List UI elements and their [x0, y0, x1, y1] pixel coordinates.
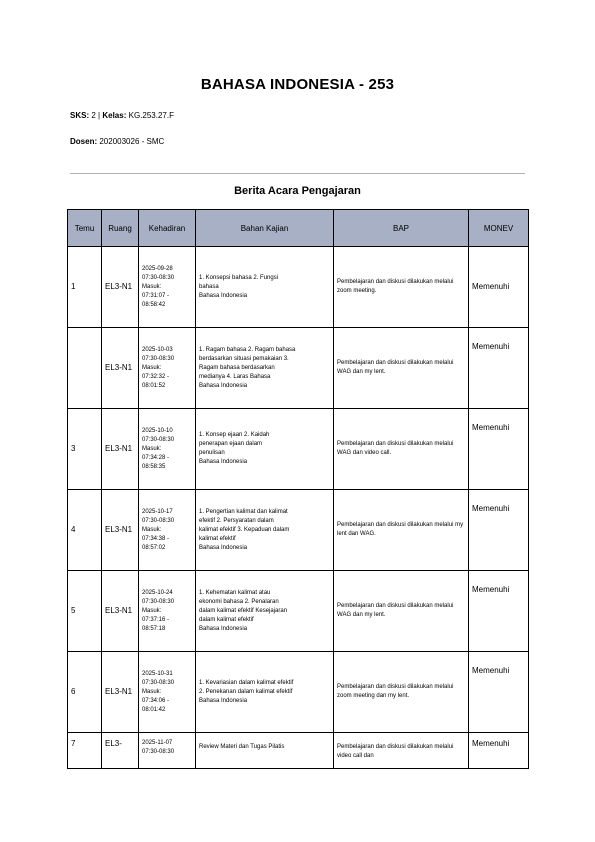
cell-bahan-kajian — [196, 571, 334, 652]
kehadiran-out: 08:01:52 — [142, 382, 166, 389]
kehadiran-time: 07:30-08:30 — [142, 274, 175, 281]
kehadiran-date: 2025-10-17 — [142, 508, 173, 515]
kehadiran-label: Masuk: — [142, 283, 162, 290]
lecturer-meta — [70, 137, 164, 146]
bahan-line: medianya 4. Laras Bahasa — [199, 373, 271, 380]
col-header-monev: MONEV — [469, 210, 529, 247]
kehadiran-time: 07:30-08:30 — [142, 679, 175, 686]
sks-label: SKS: — [70, 111, 90, 120]
cell-temu: 7 — [68, 733, 102, 769]
bahan-line: kalimat efektif 3. Kepaduan dalam — [199, 526, 290, 533]
kehadiran-label: Masuk: — [142, 607, 162, 614]
dosen-value: 202003026 - SMC — [99, 137, 165, 146]
cell-monev: Memenuhi — [469, 409, 529, 490]
kehadiran-time: 07:30-08:30 — [142, 598, 175, 605]
cell-kehadiran — [139, 652, 196, 733]
cell-bap: Pembelajaran dan diskusi dilakukan melalui zoom meeting. — [334, 247, 469, 328]
cell-bahan-kajian — [196, 733, 334, 769]
bahan-line: dalam kalimat efektif Kesejajaran — [199, 607, 288, 614]
dosen-label: Dosen: — [70, 137, 98, 146]
kehadiran-in: 07:34:28 - — [142, 454, 170, 461]
bahan-line: 1. Konsepsi bahasa 2. Fungsi — [199, 274, 279, 281]
kehadiran-time: 07:30-08:30 — [142, 749, 175, 755]
cell-ruang: EL3- — [102, 733, 139, 769]
page-title: BAHASA INDONESIA - 253 — [200, 76, 395, 93]
bahan-line: Bahasa Indonesia — [199, 459, 248, 465]
bahan-line: Review Materi dan Tugas Pilatis — [199, 744, 285, 750]
cell-monev: Memenuhi — [469, 733, 529, 769]
cell-kehadiran — [139, 733, 196, 769]
bahan-line: Bahasa Indonesia — [199, 697, 248, 704]
cell-bap: Pembelajaran dan diskusi dilakukan melalui WAG dan video call. — [334, 409, 469, 490]
bahan-line: penerapan ejaan dalam — [199, 441, 263, 447]
kelas-value: KG.253.27.F — [128, 111, 174, 120]
cell-bahan-kajian — [196, 247, 334, 328]
kehadiran-date: 2025-11-07 — [142, 740, 173, 746]
bahan-line: 2. Penekanan dalam kalimat efektif — [199, 688, 293, 695]
table-row — [68, 652, 529, 733]
divider — [70, 173, 525, 174]
cell-kehadiran — [139, 328, 196, 409]
kehadiran-in: 07:34:38 - — [142, 535, 170, 542]
bap-table — [67, 209, 529, 769]
section-title: Berita Acara Pengajaran — [234, 185, 361, 197]
cell-ruang: EL3-N1 — [102, 490, 139, 571]
col-header-kehadiran: Kehadiran — [139, 210, 196, 247]
bahan-line: 1. Kevariasian dalam kalimat efektif — [199, 679, 294, 686]
table-row — [68, 571, 529, 652]
cell-bap: Pembelajaran dan diskusi dilakukan melalui my lent dan WAG. — [334, 490, 469, 571]
kehadiran-label: Masuk: — [142, 364, 162, 371]
table-row — [68, 328, 529, 409]
kehadiran-time: 07:30-08:30 — [142, 436, 175, 443]
cell-ruang: EL3-N1 — [102, 571, 139, 652]
kehadiran-out: 08:57:02 — [142, 544, 166, 551]
bahan-line: 1. Pengertian kalimat dan kalimat — [199, 508, 288, 515]
cell-ruang: EL3-N1 — [102, 328, 139, 409]
kehadiran-date: 2025-10-03 — [142, 346, 173, 353]
cell-ruang: EL3-N1 — [102, 652, 139, 733]
cell-monev: Memenuhi — [469, 652, 529, 733]
cell-ruang: EL3-N1 — [102, 409, 139, 490]
bahan-line: penulisan — [199, 450, 225, 456]
table-row — [68, 247, 529, 328]
kehadiran-date: 2025-10-10 — [142, 427, 173, 434]
kelas-label: Kelas: — [102, 111, 127, 120]
kehadiran-in: 07:31:07 - — [142, 292, 170, 299]
bahan-line: bahasa — [199, 283, 219, 290]
cell-monev: Memenuhi — [469, 571, 529, 652]
cell-bahan-kajian — [196, 328, 334, 409]
cell-temu: 1 — [68, 247, 102, 328]
kehadiran-label: Masuk: — [142, 445, 162, 452]
kehadiran-time: 07:30-08:30 — [142, 517, 175, 524]
bahan-line: Bahasa Indonesia — [199, 544, 248, 551]
kehadiran-date: 2025-10-24 — [142, 589, 173, 596]
course-meta — [70, 111, 174, 120]
kehadiran-label: Masuk: — [142, 688, 162, 695]
bahan-line: dalam kalimat efektif — [199, 616, 254, 623]
cell-kehadiran — [139, 247, 196, 328]
table-header-row — [68, 210, 529, 247]
col-header-bap: BAP — [334, 210, 469, 247]
bahan-line: efektif 2. Persyaratan dalam — [199, 517, 274, 524]
col-header-ruang: Ruang — [102, 210, 139, 247]
table-row — [68, 733, 529, 769]
bahan-line: Bahasa Indonesia — [199, 382, 248, 389]
cell-bahan-kajian — [196, 490, 334, 571]
cell-bap: Pembelajaran dan diskusi dilakukan melalui WAG dan my lent. — [334, 328, 469, 409]
bahan-line: berdasarkan situasi pemakaian 3. — [199, 355, 289, 362]
cell-monev: Memenuhi — [469, 490, 529, 571]
kehadiran-out: 08:01:42 — [142, 706, 166, 713]
kehadiran-date: 2025-10-31 — [142, 670, 173, 677]
col-header-temu: Temu — [68, 210, 102, 247]
cell-kehadiran — [139, 409, 196, 490]
kehadiran-time: 07:30-08:30 — [142, 355, 175, 362]
kehadiran-out: 08:58:42 — [142, 301, 166, 308]
cell-bap: Pembelajaran dan diskusi dilakukan melalui WAG dan my lent. — [334, 571, 469, 652]
col-header-bahan-kajian: Bahan Kajian — [196, 210, 334, 247]
table-row — [68, 409, 529, 490]
bahan-line: Bahasa Indonesia — [199, 292, 248, 299]
table-row — [68, 490, 529, 571]
cell-monev: Memenuhi — [469, 328, 529, 409]
bahan-line: 1. Konsep ejaan 2. Kaidah — [199, 432, 270, 438]
kehadiran-out: 08:58:35 — [142, 463, 166, 470]
cell-temu: 4 — [68, 490, 102, 571]
kehadiran-in: 07:32:32 - — [142, 373, 170, 380]
cell-temu: 5 — [68, 571, 102, 652]
bahan-line: Ragam bahasa berdasarkan — [199, 364, 275, 371]
cell-temu: 3 — [68, 409, 102, 490]
cell-temu — [68, 328, 102, 409]
kehadiran-label: Masuk: — [142, 526, 162, 533]
cell-temu: 6 — [68, 652, 102, 733]
kehadiran-in: 07:34:06 - — [142, 697, 170, 704]
cell-bap: Pembelajaran dan diskusi dilakukan melalui video call dan — [334, 733, 469, 769]
cell-bahan-kajian — [196, 409, 334, 490]
bahan-line: kalimat efektif — [199, 535, 236, 542]
cell-ruang: EL3-N1 — [102, 247, 139, 328]
bahan-line: Bahasa Indonesia — [199, 625, 248, 632]
kehadiran-out: 08:57:18 — [142, 625, 166, 632]
cell-bap: Pembelajaran dan diskusi dilakukan melalui zoom meeting dan my lent. — [334, 652, 469, 733]
bahan-line: 1. Ragam bahasa 2. Ragam bahasa — [199, 346, 296, 353]
cell-kehadiran — [139, 571, 196, 652]
kehadiran-date: 2025-09-28 — [142, 265, 173, 272]
cell-bahan-kajian — [196, 652, 334, 733]
meta-separator: | — [98, 111, 101, 120]
bahan-line: ekonomi bahasa 2. Penalaran — [199, 598, 279, 605]
cell-kehadiran — [139, 490, 196, 571]
sks-value: 2 — [91, 111, 96, 120]
bahan-line: 1. Kehematan kalimat atau — [199, 589, 271, 596]
kehadiran-in: 07:37:16 - — [142, 616, 170, 623]
cell-monev: Memenuhi — [469, 247, 529, 328]
